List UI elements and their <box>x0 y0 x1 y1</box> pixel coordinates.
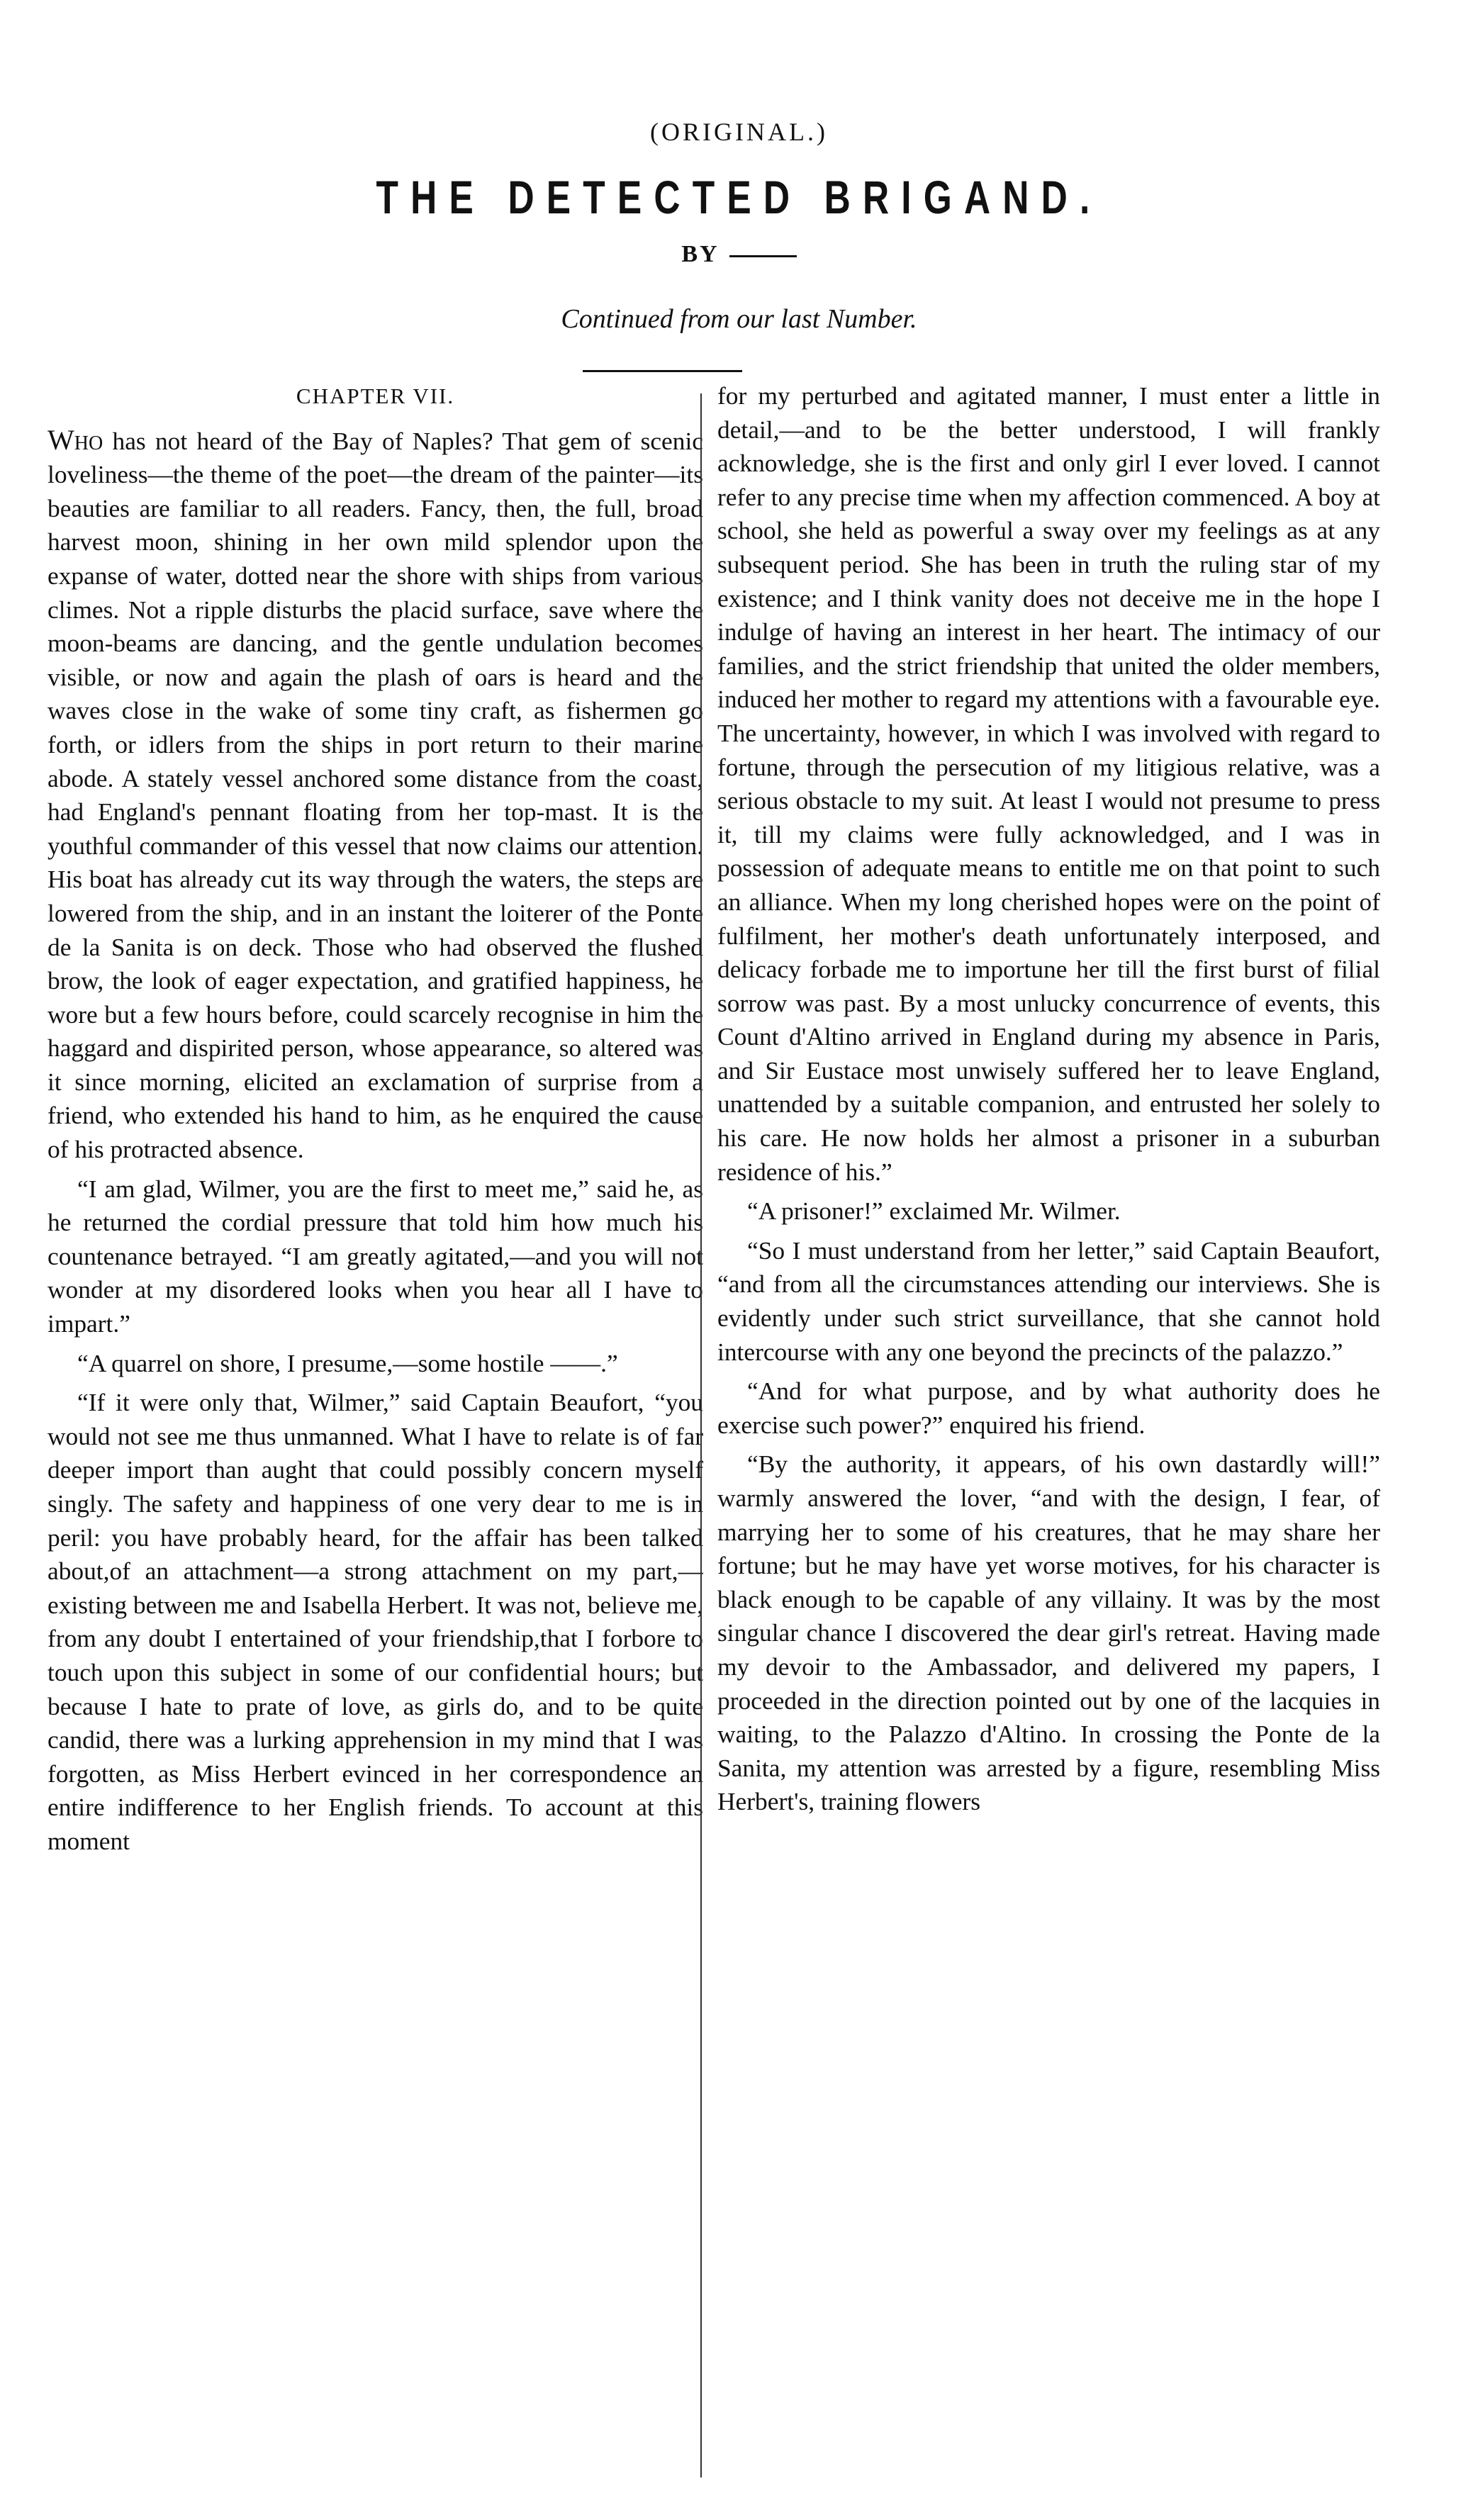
story-title: THE DETECTED BRIGAND. <box>376 171 1102 223</box>
column-divider <box>700 393 702 2477</box>
paragraph: “And for what purpose, and by what authority does he exercise such power?” enquired his friend. <box>717 1377 1380 1439</box>
paragraph: “A quarrel on shore, I presume,—some hostile ——.” <box>77 1348 618 1377</box>
paragraph: “By the authority, it appears, of his own dastardly will!” warmly answered the lover, “and with the design, I fear, of marrying her to some of his creatures, that he may share her fortune; but he may have yet worse motives, for his character is black enough to be capable of any villainy. It was by the most singular chance I discovered the dear girl's retreat. Having made my devoir to the Ambassador, and delivered my papers, I proceeded in the direction pointed out by one of the lacquies in waiting, to the Palazzo d'Altino. In crossing the Ponte de la Sanita, my attention was arrested by a figure, resembling Miss Herbert's, training flowers <box>717 1450 1380 1816</box>
chapter-heading: CHAPTER VII. <box>296 383 455 408</box>
header-divider <box>583 370 742 372</box>
paragraph: for my perturbed and agitated manner, I must enter a little in detail,—and to be the better understood, I will frankly acknowledge, she is the first and only girl I ever loved. I cannot refer to any precise time when my affection commenced. A boy at school, she held as powerful a sway over my feelings as at any subsequent period. She has been in truth the ruling star of my existence; and I think vanity does not deceive me in the hope I indulge of having an interest in her heart. The intimacy of our families, and the strict friendship that united the older members, induced her mother to regard my attentions with a favourable eye. The uncertainty, however, in which I was involved with regard to fortune, through the persecution of my litigious relative, was a serious obstacle to my suit. At least I would not presume to press it, till my claims were fully acknowledged, and I was in possession of adequate means to entitle me on that point to such an alliance. When my long cherished hopes were on the point of fulfilment, her mother's death unfortunately interposed, and delicacy forbade me to importune her till the first burst of filial sorrow was past. By a most unlucky concurrence of events, this Count d'Altino arrived in England during my absence in Paris, and Sir Eustace most unwisely suffered her to leave England, unattended by a suitable companion, and entrusted her solely to his care. He now holds her almost a prisoner in a suburban residence of his.” <box>717 381 1380 1186</box>
paragraph: “A prisoner!” exclaimed Mr. Wilmer. <box>747 1197 1121 1226</box>
original-tag: (ORIGINAL.) <box>650 118 828 146</box>
byline-label: BY <box>681 241 720 267</box>
left-column <box>47 379 703 2456</box>
drop-word: Who <box>47 423 103 456</box>
paragraph: “So I must understand from her letter,” said Captain Beaufort, “and from all the circumstances attending our interviews. She is evidently under such strict surveillance, that she cannot hold intercourse with any one beyond the precincts of the palazzo.” <box>717 1236 1380 1366</box>
paragraph-text: has not heard of the Bay of Naples? That gem of scenic loveliness—the theme of the poet—the dream of the painter—its beauties are familiar to all readers. Fancy, then, the full, broad harvest moon, shining in her own mild splendor upon the expanse of water, dotted near the shore with ships from various climes. Not a ripple disturbs the placid surface, save where the moon-beams are dancing, and the gentle undulation becomes visible, or now and again the plash of oars is heard and the waves close in the wake of some tiny craft, as fishermen go forth, or idlers from the ships in port return to their marine abode. A stately vessel anchored some distance from the coast, had England's pennant floating from her top-mast. It is the youthful commander of this vessel that now claims our attention. His boat has already cut its way through the waters, the steps are lowered from the ship, and in an instant the loiterer of the Ponte de la Sanita is on deck. Those who had observed the flushed brow, the look of eager expectation, and gratified happiness, he wore but a few hours before, could scarcely recognise in him the haggard and dispirited person, whose appearance, so altered was it since morning, elicited an exclamation of surprise from a friend, who extended his hand to him, as he enquired the cause of his protracted absence. <box>47 426 703 1164</box>
continued-note: Continued from our last Number. <box>561 304 917 334</box>
paragraph <box>47 423 703 1167</box>
paragraph: “I am glad, Wilmer, you are the first to meet me,” said he, as he returned the cordial pressure that told him how much his countenance betrayed. “I am greatly agitated,—and you will not wonder at my disordered looks when you hear all I have to impart.” <box>47 1174 703 1338</box>
author-blank-rule <box>729 255 797 257</box>
right-column <box>717 379 1380 2456</box>
paragraph: “If it were only that, Wilmer,” said Captain Beaufort, “you would not see me thus unmanned. What I have to relate is of far deeper import than aught that could possibly concern myself singly. The safety and happiness of one very dear to me is in peril: you have probably heard, for the affair has been talked about,of an attachment—a strong attachment on my part,—existing between me and Isabella Herbert. It was not, believe me, from any doubt I entertained of your friendship,that I forbore to touch upon this subject in some of our confidential hours; but because I hate to prate of love, as girls do, and to be quite candid, there was a lurking apprehension in my mind that I was forgotten, as Miss Herbert evinced in her correspondence an entire indifference to her English friends. To account at this moment <box>47 1388 703 1855</box>
byline <box>0 241 1478 268</box>
